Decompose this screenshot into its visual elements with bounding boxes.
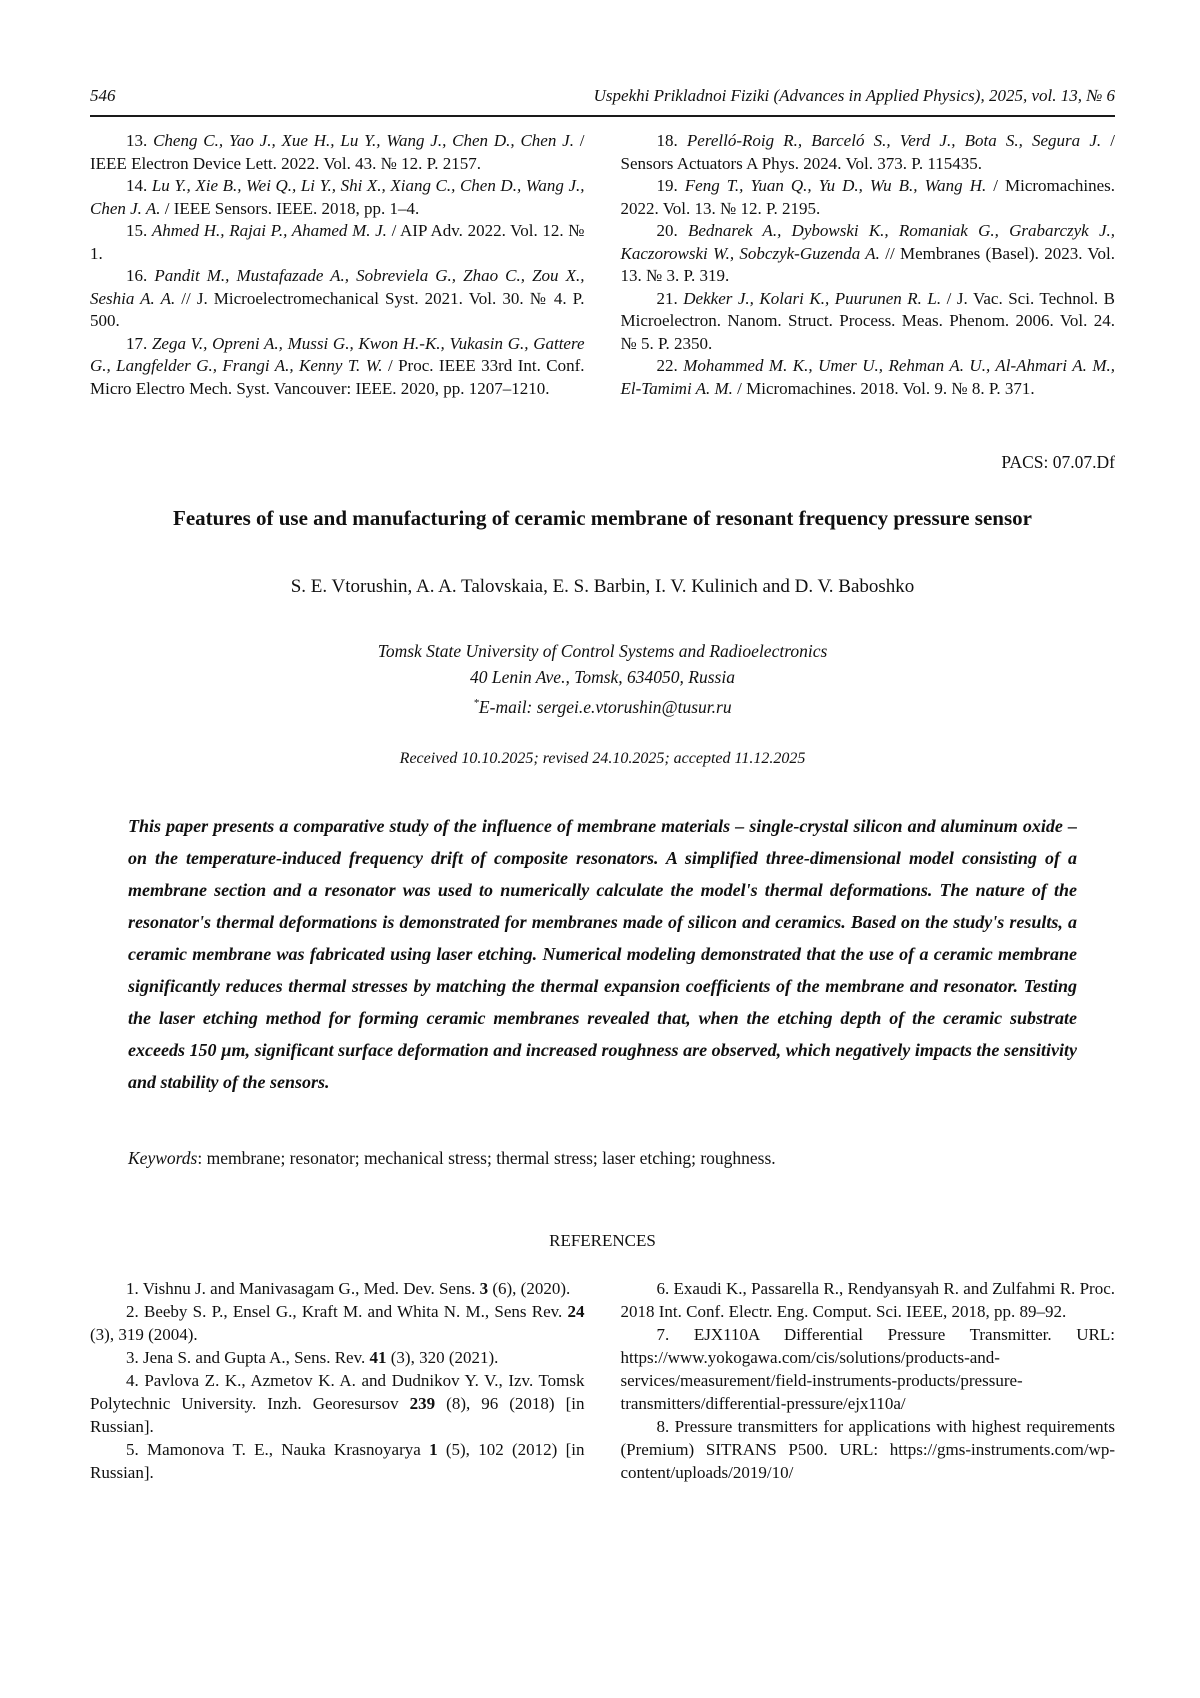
reference-item: 5. Mamonova T. E., Nauka Krasnoyarya 1 (5), 102 (2012) [in Russian]. (90, 1439, 585, 1482)
keywords-label: Keywords (128, 1147, 198, 1168)
top-references (90, 130, 1115, 400)
journal-title: Uspekhi Prikladnoi Fiziki (Advances in Applied Physics), 2025, vol. 13, № 6 (593, 86, 1115, 105)
reference-item: 6. Exaudi K., Passarella R., Rendyansyah R. and Zulfahmi R. Proc. 2018 Int. Conf. Electr. Eng. Comput. Sci. IEEE, 2018, pp. 89–92. (620, 1278, 1115, 1321)
affiliation-block (90, 638, 1115, 720)
affiliation-address: 40 Lenin Ave., Tomsk, 634050, Russia (470, 667, 735, 687)
reference-item: 2. Beeby S. P., Ensel G., Kraft M. and Whita N. M., Sens Rev. 24 (3), 319 (2004). (90, 1301, 585, 1344)
running-head (90, 86, 1115, 117)
reference-item: 3. Jena S. and Gupta A., Sens. Rev. 41 (3), 320 (2021). (126, 1347, 499, 1367)
bottom-references (90, 1277, 1115, 1484)
reference-item: 4. Pavlova Z. K., Azmetov K. A. and Dudnikov Y. V., Izv. Tomsk Polytechnic University. Inzh. Georesursov 239 (8), 96 (2018) [in Russian]. (90, 1370, 585, 1436)
reference-item: 15. Ahmed H., Rajai P., Ahamed M. J. / AIP Adv. 2022. Vol. 12. № 1. (90, 221, 585, 263)
top-references-left-column (90, 130, 585, 400)
email-asterisk: * (473, 697, 479, 709)
received-dates: Received 10.10.2025; revised 24.10.2025; accepted 11.12.2025 (399, 749, 806, 767)
abstract-text: This paper presents a comparative study of the influence of membrane materials – single-crystal silicon and aluminum oxide – on the temperature-induced frequency drift of composite resonators. A simplified three-dimensional model consisting of a membrane section and a resonator was used to numerically calculate the model's thermal deformations. The nature of the resonator's thermal deformations is demonstrated for membranes made of silicon and ceramics. Based on the study's results, a ceramic membrane was fabricated using laser etching. Numerical modeling demonstrated that the use of a ceramic membrane significantly reduces thermal stresses by matching the thermal expansion coefficients of the membrane and resonator. Testing the laser etching method for forming ceramic membranes revealed that, when the etching depth of the ceramic substrate exceeds 150 µm, significant surface deformation and increased roughness are observed, which negatively impacts the sensitivity and stability of the sensors. (128, 815, 1077, 1092)
reference-item: 18. Perelló-Roig R., Barceló S., Verd J., Bota S., Segura J. / Sensors Actuators A Phys. 2024. Vol. 373. P. 115435. (620, 131, 1115, 173)
reference-item: 20. Bednarek A., Dybowski K., Romaniak G., Grabarczyk J., Kaczorowski W., Sobczyk-Guzenda A. // Membranes (Basel). 2023. Vol. 13. № 3. P. 319. (620, 221, 1116, 285)
bottom-references-right-column (621, 1277, 1116, 1484)
reference-item: 7. EJX110A Differential Pressure Transmitter. URL: https://www.yokogawa.com/cis/solutions/products-and-services/measurement/field-instruments-products/pressure-transmitters/differential-pressure/ejx110a/ (620, 1324, 1115, 1413)
reference-item: 1. Vishnu J. and Manivasagam G., Med. Dev. Sens. 3 (6), (2020). (126, 1278, 571, 1298)
authors-line: S. E. Vtorushin, A. A. Talovskaia, E. S. Barbin, I. V. Kulinich and D. V. Baboshko (290, 576, 915, 597)
pacs-code: PACS: 07.07.Df (1001, 452, 1115, 472)
reference-item: 17. Zega V., Opreni A., Mussi G., Kwon H.-K., Vukasin G., Gattere G., Langfelder G., Frangi A., Kenny T. W. / Proc. IEEE 33rd Int. Conf. Micro Electro Mech. Syst. Vancouver: IEEE. 2020, pp. 1207–1210. (90, 333, 585, 398)
affiliation-institution: Tomsk State University of Control Systems and Radioelectronics (377, 641, 828, 661)
keywords-line (128, 1148, 1077, 1169)
bottom-references-left-column (90, 1277, 585, 1484)
top-references-right-column (621, 130, 1116, 400)
keywords-text: : membrane; resonator; mechanical stress; thermal stress; laser etching; roughness. (197, 1147, 776, 1168)
reference-item: 8. Pressure transmitters for applications with highest requirements (Premium) SITRANS P500. URL: https://gms-instruments.com/wp-content/uploads/2019/10/ (620, 1416, 1115, 1482)
article-title: Features of use and manufacturing of ceramic membrane of resonant frequency pressure sensor (173, 506, 1032, 530)
page-number: 546 (90, 86, 116, 105)
references-heading: REFERENCES (549, 1230, 656, 1250)
reference-item: 19. Feng T., Yuan Q., Yu D., Wu B., Wang H. / Micromachines. 2022. Vol. 13. № 12. P. 2195. (620, 176, 1116, 218)
reference-item: 22. Mohammed M. K., Umer U., Rehman A. U., Al-Ahmari A. M., El-Tamimi A. M. / Micromachines. 2018. Vol. 9. № 8. P. 371. (620, 356, 1115, 398)
email-text: E-mail: sergei.e.vtorushin@tusur.ru (478, 696, 732, 717)
reference-item: 16. Pandit M., Mustafazade A., Sobreviela G., Zhao C., Zou X., Seshia A. A. // J. Microelectromechanical Syst. 2021. Vol. 30. № 4. P. 500. (90, 266, 585, 330)
reference-item: 13. Cheng C., Yao J., Xue H., Lu Y., Wang J., Chen D., Chen J. / IEEE Electron Device Lett. 2022. Vol. 43. № 12. P. 2157. (90, 131, 585, 173)
email-line (90, 690, 1115, 720)
reference-item: 14. Lu Y., Xie B., Wei Q., Li Y., Shi X., Xiang C., Chen D., Wang J., Chen J. A. / IEEE Sensors. IEEE. 2018, pp. 1–4. (90, 176, 585, 218)
reference-item: 21. Dekker J., Kolari K., Puurunen R. L. / J. Vac. Sci. Technol. B Microelectron. Nanom. Struct. Process. Meas. Phenom. 2006. Vol. 24. № 5. P. 2350. (620, 288, 1116, 353)
